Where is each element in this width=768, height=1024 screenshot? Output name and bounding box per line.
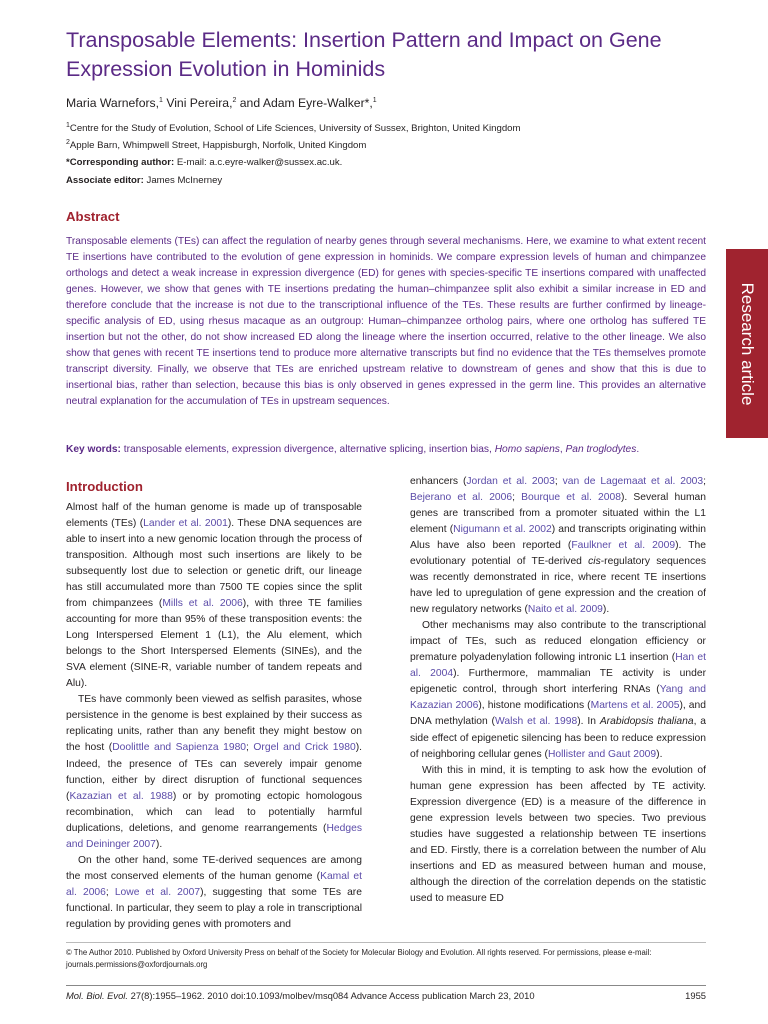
citation-link[interactable]: Kamal et al. 2006 [66,870,362,898]
research-article-label: Research article [738,282,757,405]
citation-link[interactable]: Bejerano et al. 2006 [410,492,513,504]
author-name: Vini Pereira, [166,96,233,110]
paragraph: Almost half of the human genome is made up of transposable elements (TEs) (Lander et al. 2001). These DNA sequences are able to insert into a new genomic location through the process of transposition. Although most such insertions are likely to be subsequently lost due to selection or genetic drift, our lineage has still accumulated more than 7500 TE copies since the split from chimpanzees (Mills et al. 2006), with three TE families accounting for more than 95% of these transposition events: the Long Interspersed Element 1 (L1), the Alu element, which belongs to the Short Interspersed Elements (SINEs), and the SVA element (SINE-R, variable number of tandem repeats and Alu). [66,502,362,690]
citation-link[interactable]: Hollister and Gaut 2009 [547,748,657,760]
paragraph: On the other hand, some TE-derived sequences are among the most conserved elements of the human genome (Kamal et al. 2006; Lowe et al. 2007), suggesting that some TEs are functional. In particular, they seem to play a role in transcriptional regulation by providing genes with promoters and [66,854,362,930]
page-number: 1955 [685,990,706,1001]
introduction-heading: Introduction [66,479,143,494]
right-column [410,474,706,907]
citation-link[interactable]: Han et al. 2004 [410,652,706,680]
citation-link[interactable]: Walsh et al. 1998 [495,716,578,728]
citation-link[interactable]: Naito et al. 2009 [527,604,603,616]
affiliation-marker: 1 [159,96,163,104]
citation-info: 27(8):1955–1962. 2010 doi:10.1093/molbev/msq084 Advance Access publication March 23, 2010 [130,990,535,1001]
keywords-text: transposable elements, expression divergence, alternative splicing, insertion bias, [123,444,492,455]
citation-link[interactable]: Doolittle and Sapienza 1980 [112,742,247,754]
affiliation-text: Centre for the Study of Evolution, School of Life Sciences, University of Sussex, Brighton, United Kingdom [69,123,521,135]
editor-label: Associate editor: [66,175,144,186]
affiliation-text: Apple Barn, Whimpwell Street, Happisburgh, Norfolk, United Kingdom [69,140,367,152]
editor-name: James McInerney [146,175,223,186]
paragraph: Other mechanisms may also contribute to the transcriptional impact of TEs, such as reduced elongation efficiency or premature polyadenylation following intronic L1 insertion (Han et al. 2004). Furthermore, mammalian TE activity is under epigenetic control, through short interfering RNAs (Yang and Kazazian 2006), histone modifications (Martens et al. 2005), and DNA methylation (Walsh et al. 1998). In Arabidopsis thaliana, a side effect of epigenetic silencing has been to reduce expression of neighboring cellular genes (Hollister and Gaut 2009). [410,620,707,760]
affiliation-2 [66,139,366,151]
footnote-divider [66,942,706,943]
citation-link[interactable]: Orgel and Crick 1980 [253,742,356,754]
citation-link[interactable]: Hedges and Deininger 2007 [66,822,362,850]
corresponding-author [66,157,342,168]
affiliation-1 [66,122,521,134]
corresponding-label: *Corresponding author: [66,157,175,168]
paragraph: With this in mind, it is tempting to ask how the evolution of human gene expression has been affected by TE activity. Expression divergence (ED) is a measure of the difference in gene expression levels between two species. Two previous studies have suggested a relationship between TE insertions and ED. Firstly, there is a correlation between the number of Alu insertions and ED as measured between human and mouse, although the direction of the correlation depends on the statistic used to measure ED [410,764,706,904]
affiliation-marker: 1 [372,96,377,104]
article-title: Transposable Elements: Insertion Pattern and Impact on Gene Expression Evolution in Hominids [66,28,662,81]
citation-link[interactable]: Lander et al. 2001 [143,518,228,530]
author-name: and Adam Eyre-Walker*, [239,96,373,110]
keywords-label: Key words: [66,444,121,455]
abstract-text: Transposable elements (TEs) can affect the regulation of nearby genes through several mechanisms. Here, we examine to what extent recent TE insertions have contributed to the evolution of gene expression in hominids. We compare expression levels of human and chimpanzee orthologs and detect a weak increase in expression divergence (ED) for genes with species-specific TE insertions compared with unaffected genes. However, we show that genes with TE insertions predating the human–chimpanzee split also exhibit a similar increase in ED and therefore conclude that the increase is not due to the transcriptional influence of the TEs. These results are further confirmed by lineage-specific analysis of ED, using rhesus macaque as an outgroup: Human–chimpanzee ortholog pairs, where one ortholog has suffered TE insertion but not the other, do not show increased ED along the lineage where the insertion occurred, relative to the other lineage. We also show that genes with recent TE insertions tend to produce more alternative transcripts but find no evidence that the TEs themselves promote transcript diversity. Finally, we observe that TEs are enriched upstream relative to downstream of genes and show that this is due to insertional bias, rather than selection, because this bias is only observed in genes expressed in the germ line. This provides an alternative neutral explanation for the accumulation of TEs in upstream sequences. [66,236,706,408]
corresponding-email: E-mail: a.c.eyre-walker@sussex.ac.uk. [176,157,343,168]
citation-link[interactable]: Lowe et al. 2007 [114,886,201,898]
keyword-separator: , [559,444,563,455]
page-footer [66,990,706,1001]
citation-link[interactable]: Bourque et al. 2008 [521,492,621,504]
left-column [66,500,362,933]
citation-link[interactable]: Mills et al. 2006 [162,598,243,610]
citation-link[interactable]: van de Lagemaat et al. 2003 [562,476,704,487]
abstract-heading: Abstract [66,209,120,224]
journal-name: Mol. Biol. Evol. [66,990,128,1001]
affiliation-marker: 2 [66,139,70,146]
copyright-footnote: © The Author 2010. Published by Oxford University Press on behalf of the Society for Molecular Biology and Evolution. All rights reserved. For permissions, please e-mail: journals.permissions@oxfordjournals.org [66,948,652,969]
citation-link[interactable]: Martens et al. 2005 [590,700,680,712]
citation-link[interactable]: Yang and Kazazian 2006 [410,684,707,712]
research-article-tab [726,249,768,438]
author-list [66,96,377,110]
citation-link[interactable]: Nigumann et al. 2002 [453,524,552,536]
footer-divider [66,985,706,986]
keyword-species: Homo sapiens [494,444,560,455]
paragraph: enhancers (Jordan et al. 2003; van de Lagemaat et al. 2003; Bejerano et al. 2006; Bourque et al. 2008). Several human genes are transcribed from a promoter situated within the L1 element (Nigumann et al. 2002) and transcripts originating within Alus have also been reported (Faulkner et al. 2009). The evolutionary potential of TE-derived cis-regulatory sequences was recently demonstrated in rice, where recent TE insertions have led to upregulation of gene expression and the creation of new regulatory networks (Naito et al. 2009). [410,476,707,616]
citation-link[interactable]: Jordan et al. 2003 [466,476,555,487]
author-name: Maria Warnefors, [66,96,160,110]
keyword-species: Pan troglodytes [565,444,637,455]
keywords [66,444,706,455]
affiliation-marker: 2 [232,96,237,104]
keyword-end: . [636,444,640,455]
associate-editor [66,175,222,186]
paragraph: TEs have commonly been viewed as selfish parasites, whose persistence in the genome is best explained by their success as replicating units, rather than any benefit they might bestow on the host (Doolittle and Sapienza 1980; Orgel and Crick 1980). Indeed, the presence of TEs can severely impair genome function, either by direct disruption of functional sequences (Kazazian et al. 1988) or by promoting ectopic homologous recombination, which can lead to potentially harmful duplications, deletions, and genome rearrangements (Hedges and Deininger 2007). [66,694,363,850]
citation-link[interactable]: Faulkner et al. 2009 [571,540,676,552]
affiliation-marker: 1 [66,122,70,129]
citation-link[interactable]: Kazazian et al. 1988 [69,790,173,802]
